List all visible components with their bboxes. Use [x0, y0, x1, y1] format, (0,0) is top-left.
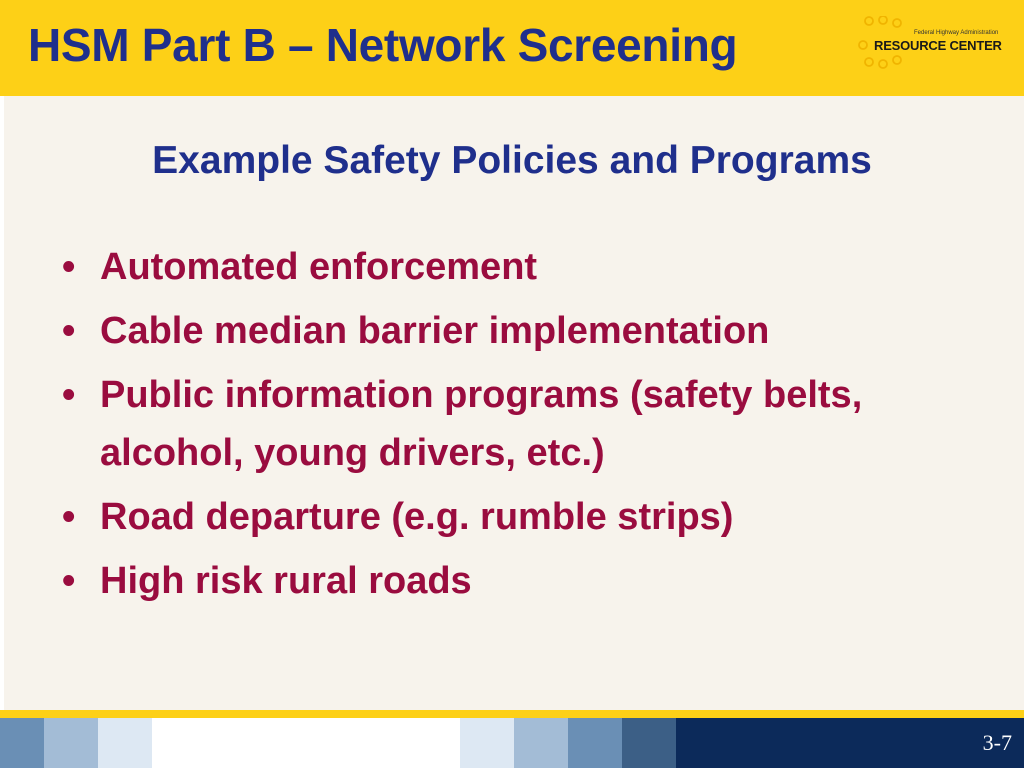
bullet-icon: •	[62, 560, 76, 602]
resource-center-logo	[856, 16, 1008, 76]
footer-block	[622, 718, 676, 768]
footer-block	[514, 718, 568, 768]
slide-title: HSM Part B – Network Screening	[28, 19, 738, 71]
bullet-text: Cable median barrier implementation	[100, 310, 770, 352]
footer-block	[460, 718, 514, 768]
bullet-item	[56, 302, 936, 360]
footer-block	[98, 718, 152, 768]
footer-block	[568, 718, 622, 768]
slide-header	[0, 0, 1024, 96]
bullet-icon: •	[62, 374, 76, 416]
page-number: 3-7	[982, 730, 1012, 755]
footer-divider	[0, 710, 1024, 718]
bullet-text: High risk rural roads	[100, 560, 472, 602]
logo-agency-text: Federal Highway Administration	[914, 30, 999, 36]
bullet-text: Road departure (e.g. rumble strips)	[100, 496, 734, 538]
bullet-icon: •	[62, 246, 76, 288]
logo-name-text: RESOURCE CENTER	[874, 38, 1002, 53]
bullet-text: Automated enforcement	[100, 246, 538, 288]
footer-block	[0, 718, 44, 768]
bullet-text: Public information programs (safety belts, alcohol, young drivers, etc.)	[100, 374, 863, 474]
bullet-icon: •	[62, 496, 76, 538]
footer-block	[44, 718, 98, 768]
bullet-list	[56, 238, 936, 616]
bullet-icon: •	[62, 310, 76, 352]
footer-block	[152, 718, 460, 768]
bullet-item	[56, 552, 936, 610]
slide-footer	[0, 718, 1024, 768]
bullet-item	[56, 488, 936, 546]
slide-subtitle: Example Safety Policies and Programs	[152, 139, 872, 182]
footer-bar	[676, 718, 1024, 768]
bullet-item	[56, 238, 936, 296]
bullet-item	[56, 366, 936, 482]
